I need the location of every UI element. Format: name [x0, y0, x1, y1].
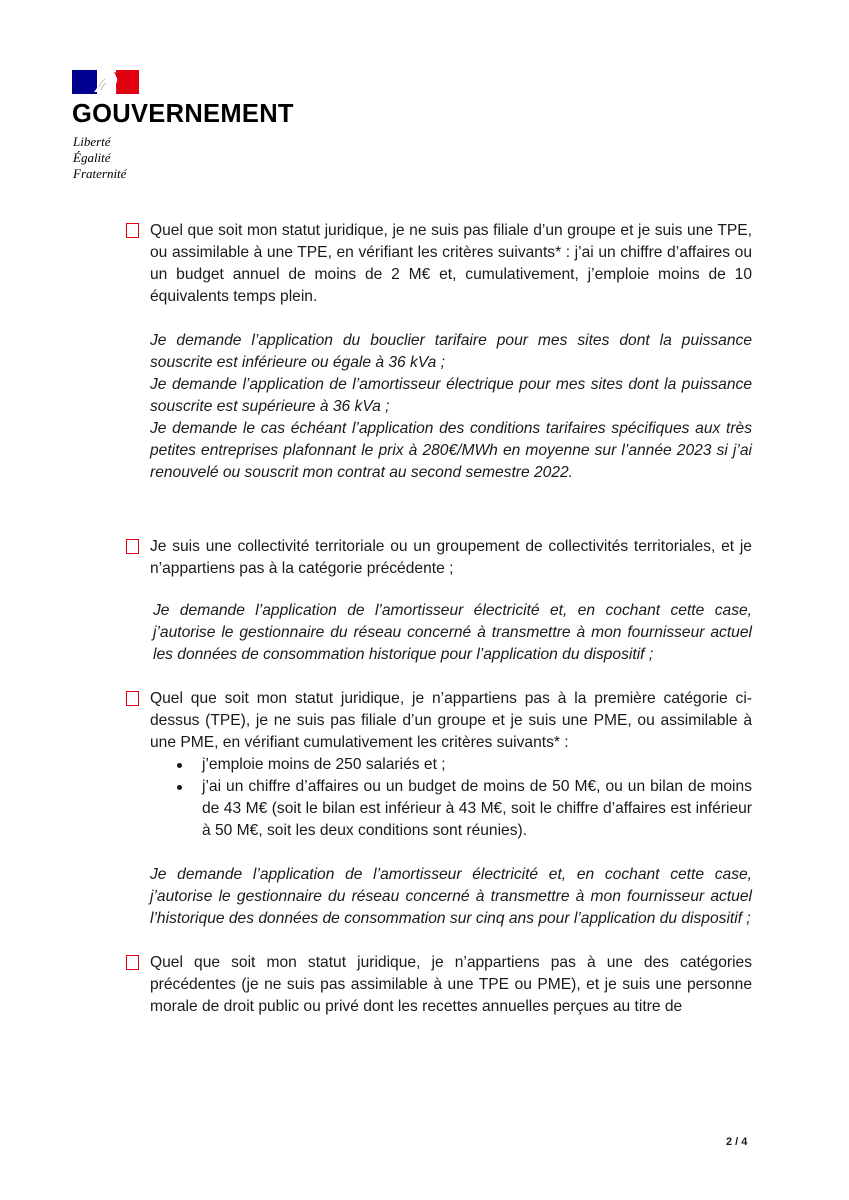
tpe-request-tarif-specifique: Je demande le cas échéant l’application des conditions tarifaires spécifiques aux très petites entreprises plafonnant le prix à 280€/MWh en moyenne sur l’année 2023 si j’ai renouvelé ou souscrit mon contrat au second semestre 2022. [150, 420, 752, 481]
motto-liberte: Liberté [73, 134, 111, 149]
tpe-request-bouclier: Je demande l’application du bouclier tarifaire pour mes sites dont la puissance souscrite est inférieure ou égale à 36 kVa ; [150, 332, 752, 371]
personne-morale-statement: Quel que soit mon statut juridique, je n’appartiens pas à une des catégories précédentes (je ne suis pas assimilable à une TPE ou PME), et je suis une personne morale de droit public ou privé dont les recettes annuelles perçues au titre de [150, 954, 752, 1015]
pme-criterion-employees: j’emploie moins de 250 salariés et ; [202, 754, 752, 776]
marianne-flag-icon [72, 70, 139, 94]
pme-criteria-list [150, 754, 752, 842]
collectivite-statement: Je suis une collectivité territoriale ou un groupement de collectivités territoriales, et je n’appartiens pas à la catégorie précédente ; [150, 538, 752, 577]
personne-morale-checkbox[interactable] [126, 955, 139, 970]
pme-checkbox[interactable] [126, 691, 139, 706]
option-personne-morale [150, 952, 752, 1018]
pme-request: Je demande l’application de l’amortisseur électricité et, en cochant cette case, j’autorise le gestionnaire du réseau concerné à transmettre à mon fournisseur actuel l’historique des données de consommation sur cinq ans pour l’application du dispositif ; [150, 866, 752, 927]
collectivite-request: Je demande l’application de l’amortisseur électricité et, en cochant cette case, j’autorise le gestionnaire du réseau concerné à transmettre à mon fournisseur actuel les données de consommation historique pour l’application du dispositif ; [153, 602, 752, 663]
pme-criterion-turnover: j’ai un chiffre d’affaires ou un budget de moins de 50 M€, ou un bilan de moins de 43 M€ (soit le bilan est inférieur à 43 M€, soit le chiffre d’affaires est inférieur à 50 M€, soit les deux conditions sont réunies). [202, 776, 752, 842]
government-title: GOUVERNEMENT [72, 100, 294, 128]
tpe-checkbox[interactable] [126, 223, 139, 238]
collectivite-checkbox[interactable] [126, 539, 139, 554]
page-number: 2 / 4 [726, 1136, 748, 1148]
motto-egalite: Égalité [73, 150, 111, 165]
motto [73, 134, 126, 182]
option-collectivite [150, 536, 752, 666]
option-tpe [150, 220, 752, 484]
pme-statement: Quel que soit mon statut juridique, je n’appartiens pas à la première catégorie ci-dessus (TPE), je ne suis pas filiale d’un groupe et je suis une PME, ou assimilable à une PME, en vérifiant cumulativement les critères suivants* : [150, 690, 752, 751]
tpe-statement: Quel que soit mon statut juridique, je ne suis pas filiale d’un groupe et je suis une TPE, ou assimilable à une TPE, en vérifiant les critères suivants* : j’ai un chiffre d’affaires ou un budget annuel de moins de 2 M€ et, cumulativement, j’emploie moins de 10 équivalents temps plein. [150, 222, 752, 305]
motto-fraternite: Fraternité [73, 166, 127, 181]
option-pme [150, 688, 752, 930]
tpe-request-amortisseur: Je demande l’application de l’amortisseur électrique pour mes sites dont la puissance souscrite est supérieure à 36 kVa ; [150, 376, 752, 415]
form-content [150, 220, 752, 1018]
